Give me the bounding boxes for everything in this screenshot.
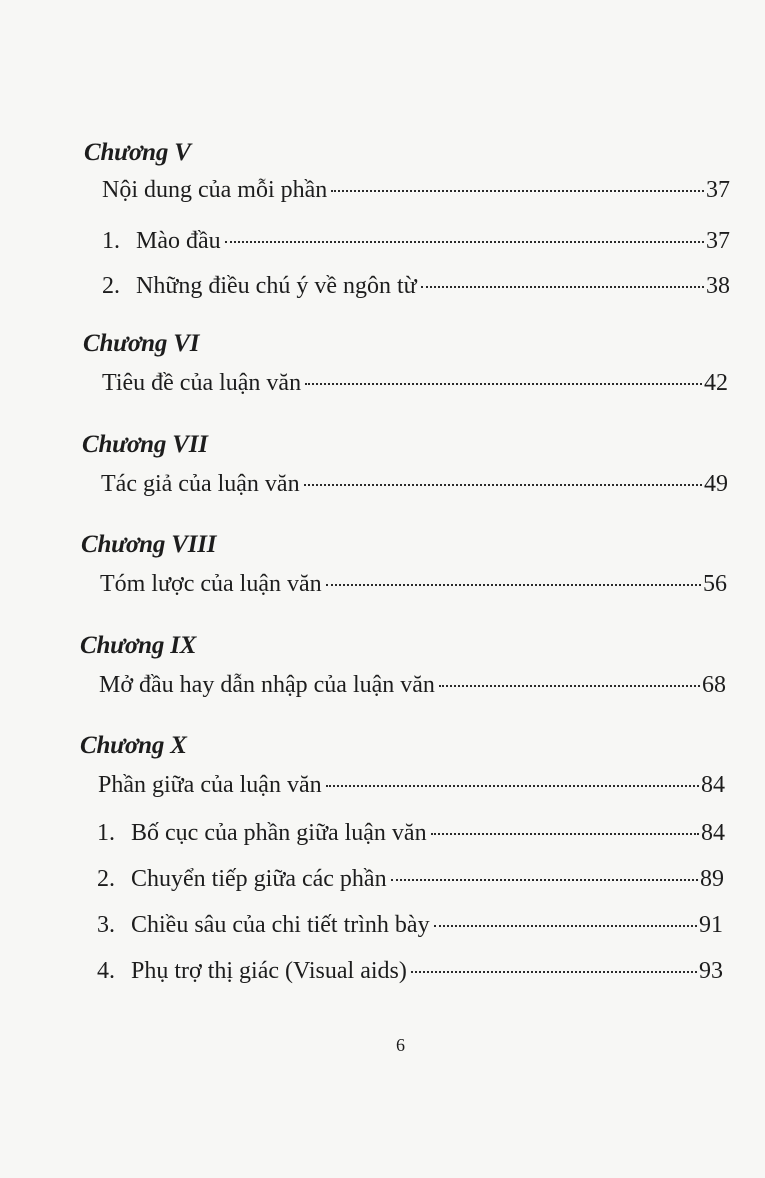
entry-page: 38: [706, 273, 730, 299]
entry-number: 1.: [97, 820, 115, 846]
entry-title: Mào đầu: [136, 228, 221, 254]
toc-entry: [102, 175, 730, 205]
dot-leader: [326, 584, 701, 586]
entry-title: Phụ trợ thị giác (Visual aids): [131, 958, 407, 984]
chapter-heading: Chương X: [80, 732, 187, 759]
entry-title: Bố cục của phần giữa luận văn: [131, 820, 427, 846]
dot-leader: [225, 241, 704, 243]
toc-entry: [101, 469, 728, 499]
dot-leader: [391, 879, 698, 881]
entry-title: Mở đầu hay dẫn nhập của luận văn: [99, 672, 435, 698]
entry-title: Phần giữa của luận văn: [98, 772, 322, 798]
entry-number: 1.: [102, 228, 120, 254]
toc-entry: [97, 864, 724, 894]
toc-entry: [98, 770, 725, 800]
toc-entry: [97, 910, 723, 940]
entry-page: 68: [702, 672, 726, 698]
toc-entry: [102, 226, 730, 256]
entry-title: Chuyển tiếp giữa các phần: [131, 866, 387, 892]
entry-page: 91: [699, 912, 723, 938]
entry-page: 93: [699, 958, 723, 984]
entry-number: 4.: [97, 958, 115, 984]
entry-page: 84: [701, 820, 725, 846]
entry-page: 37: [706, 228, 730, 254]
entry-title: Tiêu đề của luận văn: [102, 370, 302, 396]
chapter-heading: Chương VIII: [81, 531, 217, 558]
dot-leader: [305, 383, 702, 385]
entry-title: Chiều sâu của chi tiết trình bày: [131, 912, 430, 938]
dot-leader: [421, 286, 704, 288]
entry-page: 56: [703, 571, 727, 597]
toc-entry: [102, 271, 730, 301]
entry-page: 42: [704, 370, 728, 396]
chapter-heading: Chương V: [84, 139, 191, 166]
entry-number: 2.: [97, 866, 115, 892]
entry-title: Tóm lược của luận văn: [100, 571, 322, 597]
entry-title: Tác giả của luận văn: [101, 471, 300, 497]
toc-entry: [97, 956, 723, 986]
toc-entry: [99, 670, 726, 700]
entry-number: 3.: [97, 912, 115, 938]
toc-entry: [97, 818, 725, 848]
entry-title: Những điều chú ý về ngôn từ: [136, 273, 417, 299]
toc-entry: [102, 368, 728, 398]
entry-page: 49: [704, 471, 728, 497]
dot-leader: [434, 925, 697, 927]
page-number: 6: [396, 1035, 405, 1055]
chapter-heading: Chương VI: [83, 330, 200, 357]
entry-page: 37: [706, 177, 730, 203]
dot-leader: [439, 685, 700, 687]
chapter-heading: Chương IX: [80, 632, 197, 659]
entry-page: 89: [700, 866, 724, 892]
entry-page: 84: [701, 772, 725, 798]
toc-entry: [100, 569, 727, 599]
entry-number: 2.: [102, 273, 120, 299]
dot-leader: [304, 484, 702, 486]
chapter-heading: Chương VII: [82, 431, 208, 458]
dot-leader: [431, 833, 699, 835]
dot-leader: [326, 785, 699, 787]
dot-leader: [411, 971, 697, 973]
dot-leader: [331, 190, 704, 192]
entry-title: Nội dung của mỗi phần: [102, 177, 328, 203]
